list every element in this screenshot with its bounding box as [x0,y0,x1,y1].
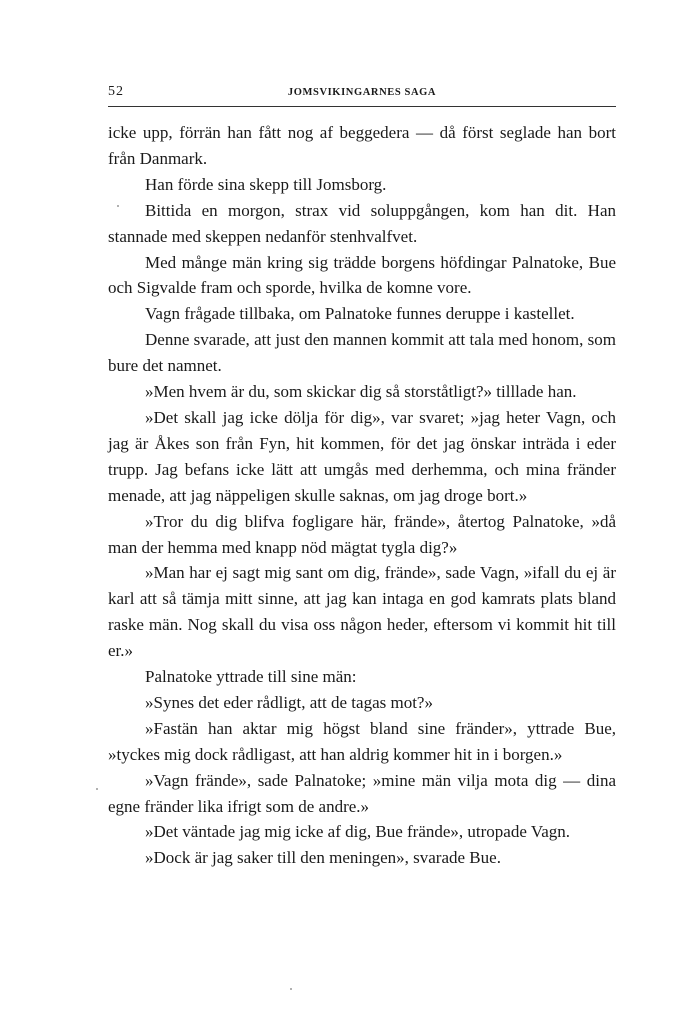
paragraph: »Man har ej sagt mig sant om dig, frände», sade Vagn, »ifall du ej är karl att så tämja mitt sinne, att jag kan intaga en god kamrats plats bland raske män. Nog skall du visa oss någon heder, eftersom vi kommit hit till er.» [108,563,616,661]
body-text [108,120,616,871]
paragraph: »Dock är jag saker till den meningen», svarade Bue. [145,848,501,868]
scan-speck [117,205,119,207]
paragraph: »Synes det eder rådligt, att de tagas mot?» [145,692,433,712]
paragraph: Denne svarade, att just den mannen kommit att tala med honom, som bure det namnet. [108,330,616,376]
paragraph: icke upp, förrän han fått nog af beggedera — då först seglade han bort från Danmark. [108,123,616,168]
paragraph: Vagn frågade tillbaka, om Palnatoke funnes deruppe i kastellet. [145,304,575,324]
paragraph: Bittida en morgon, strax vid soluppgången, kom han dit. Han stannade med skeppen nedanför stenhvalfvet. [108,200,616,246]
page-number: 52 [108,84,124,99]
paragraph: »Det skall jag icke dölja för dig», var svaret; »jag heter Vagn, och jag är Åkes son från Fyn, hit kommen, för det jag önskar inträda i eder trupp. Jag befans icke lätt att umgås med derhemma, och mina fränder menade, att jag näppeligen skulle saknas, om jag droge bort.» [108,407,616,505]
book-page [108,84,616,868]
header-rule [108,106,616,107]
paragraph: Palnatoke yttrade till sine män: [145,667,357,687]
scan-speck [96,788,98,790]
paragraph: »Men hvem är du, som skickar dig så storståtligt?» tilllade han. [145,382,577,402]
running-title: JOMSVIKINGARNES SAGA [287,87,437,98]
paragraph: »Vagn frände», sade Palnatoke; »mine män vilja mota dig — dina egne fränder lika ifrigt som de andre.» [108,770,616,816]
scan-speck [290,988,292,990]
paragraph: »Det väntade jag mig icke af dig, Bue frände», utropade Vagn. [145,822,571,842]
paragraph: Med månge män kring sig trädde borgens höfdingar Palnatoke, Bue och Sigvalde fram och sporde, hvilka de komne vore. [108,252,616,298]
paragraph: »Tror du dig blifva fogligare här, frände», återtog Palnatoke, »då man der hemma med knapp nöd mägtat tygla dig?» [108,511,616,557]
page-header [108,84,616,104]
paragraph: Han förde sina skepp till Jomsborg. [145,174,387,194]
paragraph: »Fastän han aktar mig högst bland sine fränder», yttrade Bue, »tyckes mig dock rådligast, att han aldrig kommer hit in i borgen.» [108,718,616,764]
